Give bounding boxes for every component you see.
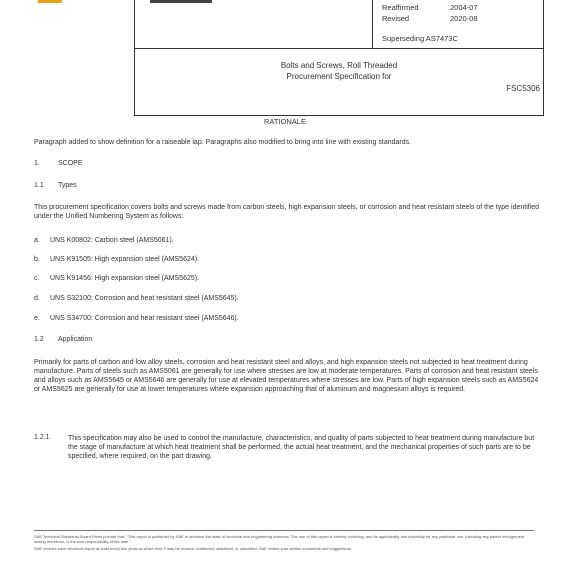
doc-title-line1: Bolts and Screws, Roll Threaded	[280, 61, 398, 70]
rationale-heading: RATIONALE	[264, 117, 306, 126]
footer-review-notice: SAE reviews each technical report at least every five years at which time it may be revised, reaffirmed, stabilized, or cancelled. SAE invites your written comments and suggestions.	[34, 546, 353, 551]
rationale-text: Paragraph added to show definition for a raiseable lap. Paragraphs also modified to bring into line with existing standards.	[34, 139, 412, 146]
section-1-2-1-num: 1.2.1	[34, 434, 50, 441]
list-item: b. UNS K91505: High expansion steel (AMS5624).	[34, 256, 200, 263]
list-item: a. UNS K00802: Carbon steel (AMS5061).	[34, 237, 174, 244]
section-1-num: 1.	[34, 160, 40, 167]
footer-notice: SAE Technical Standards Board Rules provide that: "This report is published by SAE to advance the state of technical and engineering sciences. The use of this report is entirely voluntary, and its applicability and suitability for any particular use, including any patent infringement arising therefrom, is the sole responsibility of the user."	[34, 534, 525, 544]
list-item: e. UNS S34700: Corrosion and heat resistant steel (AMS5646).	[34, 315, 239, 322]
section-1-1-title: Types	[58, 182, 77, 189]
doc-number: FSC5306	[506, 84, 540, 93]
types-paragraph: This procurement specification covers bolts and screws made from carbon steels, high expansion steels, or corrosion and heat resistant steels of the type identified under the Unified Numbering System as follows:	[34, 204, 540, 220]
reaffirmed-date: 2004-07	[450, 3, 478, 12]
section-1-2-title: Application	[58, 336, 93, 343]
section-1-2-1-text: This specification may also be used to control the manufacture, characteristics, and quality of parts subjected to heat treatment during manufacture but the stage of manufacture at which heat treatment shall be performed, the actual heat treatment, and the mechanical properties of such parts are to be specified, where required, on the part drawing.	[68, 435, 535, 460]
footer-rule	[34, 530, 534, 531]
header-divider-vertical	[372, 0, 373, 48]
section-1-2-num: 1.2	[34, 336, 44, 343]
reaffirmed-label: Reaffirmed	[382, 3, 419, 12]
sae-logo-mark	[38, 0, 62, 3]
header-box	[134, 0, 544, 116]
section-1-title: SCOPE	[58, 160, 83, 167]
superseding-note: Superseding AS7473C	[382, 34, 458, 43]
revised-date: 2020-08	[450, 14, 478, 23]
section-1-1-num: 1.1	[34, 182, 44, 189]
application-paragraph: Primarily for parts of carbon and low alloy steels, corrosion and heat resistant steel and alloys, and high expansion steels not subjected to heat treatment during manufacture. Parts of steels such as AMS5061 are generally for use where stresses are low at moderate temperatures. Parts of corrosion and heat resistant steels and alloys such as AMS5645 or AMS5646 are generally for use at elevated temperatures where stresses are low. Parts of high expansion steels such as AMS5624 or AMS5625 are generally for use at lower temperatures where expansion approaching that of aluminum and magnesium alloys is required.	[34, 359, 539, 393]
list-item: d. UNS S32100: Corrosion and heat resistant steel (AMS5645).	[34, 295, 239, 302]
doc-title-line2: Procurement Specification for	[286, 72, 392, 81]
revised-label: Revised	[382, 14, 410, 23]
header-divider-horizontal	[134, 48, 544, 49]
list-item: c. UNS K91456: High expansion steel (AMS5625).	[34, 275, 200, 282]
